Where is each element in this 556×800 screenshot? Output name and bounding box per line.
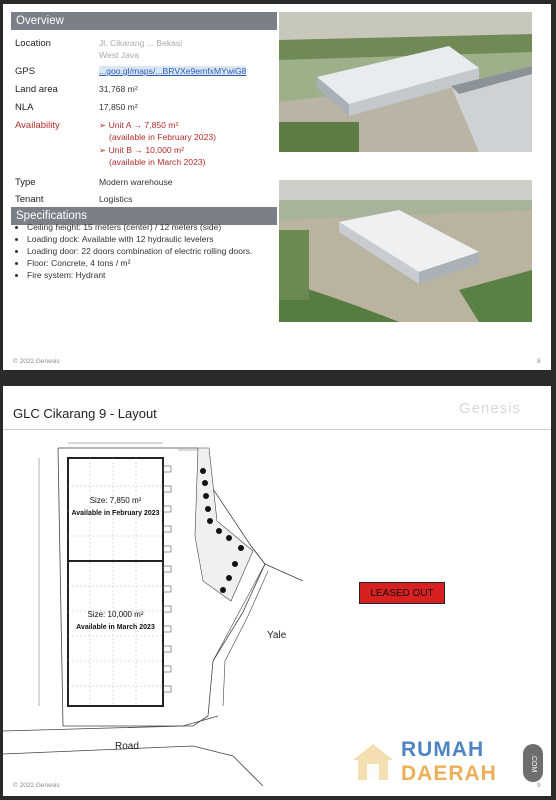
availability-unit-b: ➢ Unit B → 10,000 m² [99, 145, 185, 155]
land-area-value: 31,768 m² [99, 84, 138, 94]
leased-out-label: LEASED OUT [359, 582, 445, 604]
spec-item: • Fire system: Hydrant [27, 270, 292, 280]
watermark-rumahdaerah [351, 736, 546, 794]
location-value-2: West Java [99, 50, 139, 60]
specifications-header: Specifications [11, 207, 277, 225]
slide-layout [3, 386, 551, 796]
unit-a-availability: Available in February 2023 [71, 510, 160, 517]
location-value: Jl. Cikarang ... Bekasi [99, 38, 183, 48]
availability-unit-a: ➢ Unit A → 7,850 m² [99, 120, 179, 130]
road-label: Road [115, 741, 139, 752]
unit-b-availability: Available in March 2023 [76, 624, 155, 631]
page-number: 9 [537, 782, 541, 789]
type-value: Modern warehouse [99, 177, 173, 187]
watermark-line2: DAERAH [401, 762, 497, 785]
availability-unit-a-date: (available in February 2023) [109, 132, 217, 142]
tenant-label: Tenant [15, 194, 44, 205]
spec-item: • Floor: Concrete, 4 tons / m² [27, 258, 292, 268]
warehouse-photo-top [279, 12, 532, 152]
watermark-line1: RUMAH [401, 738, 485, 761]
layout-title: GLC Cikarang 9 - Layout [13, 406, 157, 421]
availability-unit-b-date: (available in March 2023) [109, 157, 206, 167]
gps-link[interactable]: ...goo.gl/maps/...BRVXe9emfxMYwiG8 [99, 66, 247, 76]
overview-header: Overview [11, 12, 277, 30]
copyright: © 2022 Genesis [13, 782, 60, 789]
nla-label: NLA [15, 102, 34, 113]
nla-value: 17,850 m² [99, 102, 138, 112]
slide-overview [3, 4, 551, 370]
warehouse-photo-bottom [279, 180, 532, 322]
copyright: © 2022 Genesis [13, 358, 60, 365]
land-area-label: Land area [15, 84, 58, 95]
house-icon [351, 740, 395, 784]
site-plan [3, 386, 551, 796]
type-label: Type [15, 177, 36, 188]
availability-label: Availability [15, 120, 60, 131]
gps-label: GPS [15, 66, 36, 77]
yale-label: Yale [267, 630, 287, 641]
watermark-suffix: .COM [523, 744, 543, 782]
spec-item: • Ceiling height: 15 meters (center) / 12 meters (side) [27, 222, 292, 232]
spec-item: • Loading dock: Available with 12 hydraulic levelers [27, 234, 292, 244]
unit-b-size: Size: 10,000 m² [87, 610, 144, 619]
location-label: Location [15, 38, 51, 49]
specifications-list [15, 222, 292, 282]
genesis-logo: Genesis [459, 400, 522, 417]
spec-item: • Loading door: 22 doors combination of electric rolling doors. [27, 246, 292, 256]
tenant-value: Logistics [99, 194, 133, 204]
unit-a-size: Size: 7,850 m² [89, 496, 142, 505]
page-number: 8 [537, 358, 541, 365]
